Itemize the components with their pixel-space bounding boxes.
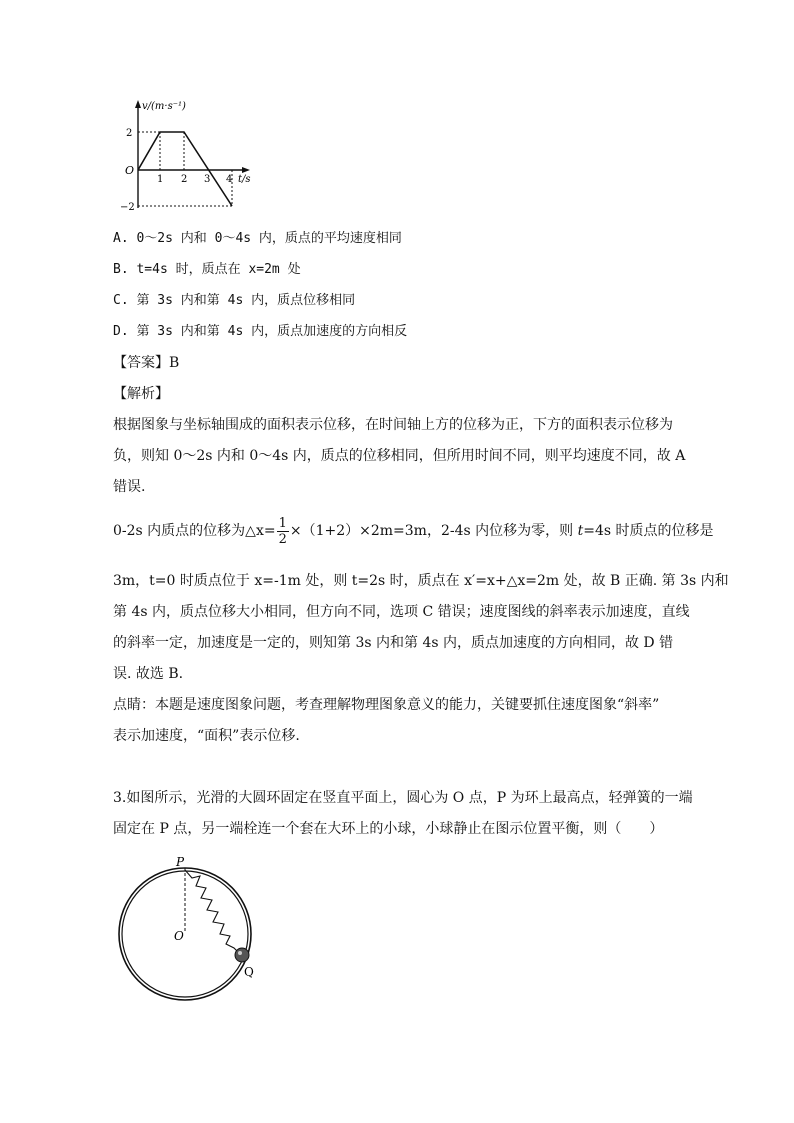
y-tick-2: 2 (126, 128, 133, 139)
analysis-line-1: 根据图象与坐标轴围成的面积表示位移，在时间轴上方的位移为正，下方的面积表示位移为 (113, 417, 673, 433)
option-d: D. 第 3s 内和第 4s 内，质点加速度的方向相反 (113, 324, 408, 339)
question3-line-2: 固定在 P 点，另一端栓连一个套在大环上的小球，小球静止在图示位置平衡，则（ ） (113, 821, 664, 837)
spring (185, 870, 238, 952)
outer-ring (119, 868, 251, 1000)
analysis-line-3: 错误. (113, 479, 146, 495)
y-axis-label: v/(m·s⁻¹) (142, 101, 186, 112)
ball-highlight (238, 951, 242, 955)
analysis2-line-2: 第 4s 内，质点位移大小相同，但方向不同，选项 C 错误；速度图线的斜率表示加速度，直线 (113, 604, 690, 620)
analysis-line-2: 负，则知 0～2s 内和 0～4s 内，质点的位移相同，但所用时间不同，则平均速度不同，故 A (113, 448, 686, 464)
fraction-numerator: 1 (278, 515, 287, 531)
comment-line-2: 表示加速度，“面积”表示位移. (113, 728, 300, 744)
x-tick-3: 3 (204, 174, 211, 185)
analysis2-line-4: 误. 故选 B. (113, 666, 184, 682)
origin-label: O (125, 164, 135, 177)
formula-after-a: ×（1+2）×2m=3m，2-4s 内位移为零，则 (289, 523, 578, 539)
label-p: P (176, 855, 185, 869)
y-tick-minus-2: −2 (120, 202, 135, 213)
analysis2-line-3: 的斜率一定，加速度是一定的，则知第 3s 内和第 4s 内，质点加速度的方向相同，故 D 错 (113, 635, 674, 651)
option-a: A. 0～2s 内和 0～4s 内，质点的平均速度相同 (113, 231, 402, 246)
analysis-heading: 【解析】 (113, 386, 169, 402)
formula-italic-t: t (577, 523, 584, 539)
analysis2-line-1: 3m，t=0 时质点位于 x=-1m 处，则 t=2s 时，质点在 x′=x+△x=2m 处，故 B 正确. 第 3s 内和 (113, 573, 729, 589)
ball (235, 948, 249, 962)
y-axis-arrow (135, 100, 141, 108)
x-tick-4: 4 (226, 174, 233, 185)
fraction-half (277, 516, 289, 547)
option-b: B. t=4s 时，质点在 x=2m 处 (113, 262, 301, 277)
ring-spring-figure (110, 852, 270, 1008)
velocity-time-graph (118, 98, 258, 216)
formula-line (113, 514, 714, 548)
formula-before: 0-2s 内质点的位移为△x= (113, 523, 276, 539)
x-tick-2: 2 (181, 174, 188, 185)
question3-line-1: 3.如图所示，光滑的大圆环固定在竖直平面上，圆心为 O 点，P 为环上最高点，轻弹簧的一端 (113, 790, 693, 806)
label-o: O (174, 929, 184, 943)
fraction-denominator: 2 (278, 531, 287, 547)
x-axis-arrow (242, 167, 250, 173)
comment-line-1: 点睛：本题是速度图象问题，考查理解物理图象意义的能力，关键要抓住速度图象“斜率” (113, 697, 660, 713)
velocity-line (138, 132, 232, 206)
x-tick-1: 1 (157, 174, 164, 185)
label-q: Q (244, 965, 254, 979)
option-c: C. 第 3s 内和第 4s 内，质点位移相同 (113, 293, 356, 308)
formula-after-b: =4s 时质点的位移是 (583, 523, 714, 539)
x-axis-label: t/s (238, 174, 251, 185)
answer: 【答案】B (113, 355, 180, 371)
